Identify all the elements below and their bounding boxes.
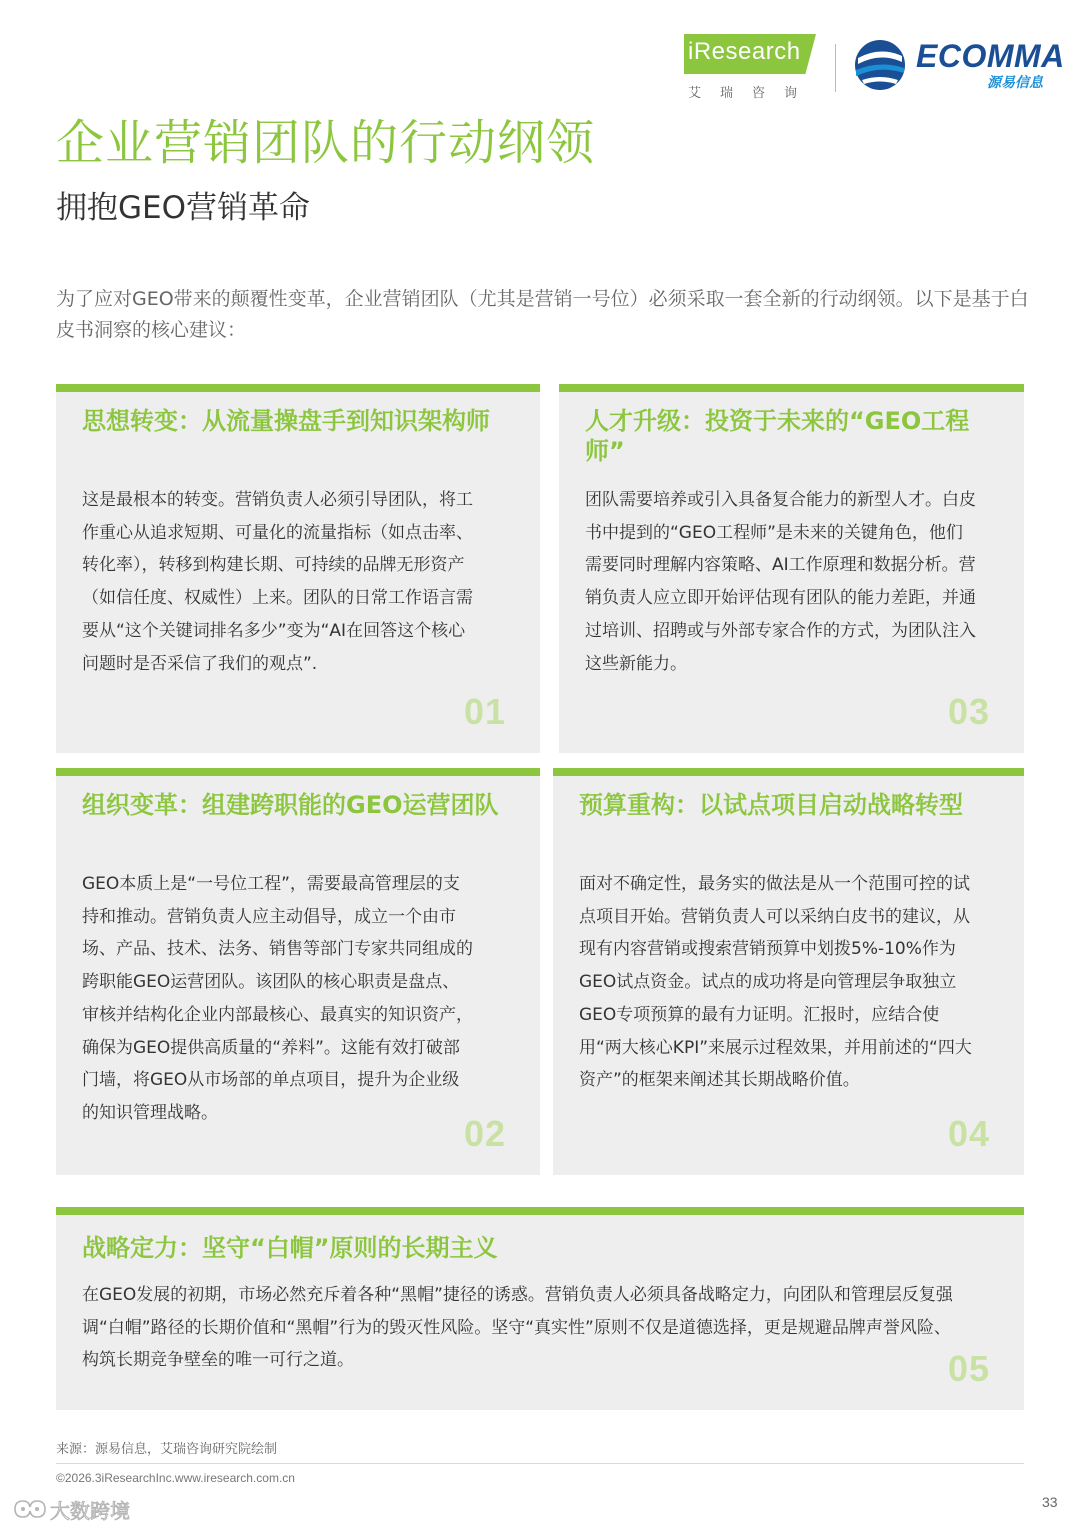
card-talent-upgrade <box>559 384 1024 753</box>
card-strategic-focus <box>56 1207 1024 1410</box>
card-number: 01 <box>463 691 506 732</box>
card-body: 这是最根本的转变。营销负责人必须引导团队，将工作重心从追求短期、可量化的流量指标（如点击率、转化率），转移到构建长期、可持续的品牌无形资产（如信任度、权威性）上来。团队的日常工作语言需要从“这个关键词排名多少”变为“AI在回答这个核心问题时是否采信了我们的观点”. <box>82 490 473 674</box>
footer-divider <box>56 1463 1024 1464</box>
copyright: ©2026.3iResearchInc.www.iresearch.com.cn <box>56 1471 295 1485</box>
card-budget-restructure <box>553 768 1024 1175</box>
watermark <box>12 1494 130 1524</box>
card-body: GEO本质上是“一号位工程”，需要最高管理层的支持和推动。营销负责人应主动倡导，成立一个由市场、产品、技术、法务、销售等部门专家共同组成的跨职能GEO运营团队。该团队的核心职责是盘点、审核并结构化企业内部最核心、最真实的知识资产，确保为GEO提供高质量的“养料”。这能有效打破部门墙，将GEO从市场部的单点项目，提升为企业级的知识管理战略。 <box>82 874 473 1123</box>
card-number: 03 <box>947 691 990 732</box>
card-mindset-shift <box>56 384 540 753</box>
page-number: 33 <box>1042 1494 1058 1510</box>
intro-paragraph: 为了应对GEO带来的颠覆性变革，企业营销团队（尤其是营销一号位）必须采取一套全新的行动纲领。以下是基于白皮书洞察的核心建议： <box>56 288 1029 341</box>
iresearch-logo-text: iResearch <box>688 38 801 65</box>
logo-divider <box>835 44 836 92</box>
page-title: 企业营销团队的行动纲领 <box>56 115 596 171</box>
card-title: 预算重构：以试点项目启动战略转型 <box>579 791 963 819</box>
ecomma-globe-icon <box>852 38 908 92</box>
card-title: 思想转变：从流量操盘手到知识架构师 <box>82 407 490 435</box>
watermark-logo-icon <box>12 1498 48 1520</box>
source-note: 来源：源易信息，艾瑞咨询研究院绘制 <box>56 1442 278 1457</box>
card-number: 05 <box>947 1348 990 1389</box>
card-number: 02 <box>463 1113 506 1154</box>
watermark-text: 大数跨境 <box>50 1498 130 1523</box>
iresearch-logo <box>684 34 824 100</box>
card-title: 人才升级：投资于未来的“GEO工程师” <box>585 407 970 465</box>
ecomma-logo-subtext: 源易信息 <box>987 75 1043 91</box>
ecomma-logo <box>852 36 1065 94</box>
card-body: 在GEO发展的初期，市场必然充斥着各种“黑帽”捷径的诱惑。营销负责人必须具备战略定力，向团队和管理层反复强调“白帽”路径的长期价值和“黑帽”行为的毁灭性风险。坚守“真实性”原则不仅是道德选择，更是规避品牌声誉风险、构筑长期竞争壁垒的唯一可行之道。 <box>82 1285 953 1371</box>
card-title: 组织变革：组建跨职能的GEO运营团队 <box>82 791 499 819</box>
iresearch-logo-subtext: 艾瑞咨询 <box>688 86 817 101</box>
card-org-change <box>56 768 540 1175</box>
ecomma-logo-text: ECOMMA <box>916 38 1065 74</box>
card-body: 团队需要培养或引入具备复合能力的新型人才。白皮书中提到的“GEO工程师”是未来的关键角色，他们需要同时理解内容策略、AI工作原理和数据分析。营销负责人应立即开始评估现有团队的能力差距，并通过培训、招聘或与外部专家合作的方式，为团队注入这些新能力。 <box>585 490 976 674</box>
card-number: 04 <box>947 1113 990 1154</box>
card-title: 战略定力：坚守“白帽”原则的长期主义 <box>82 1234 498 1262</box>
card-body: 面对不确定性，最务实的做法是从一个范围可控的试点项目开始。营销负责人可以采纳白皮书的建议，从现有内容营销或搜索营销预算中划拨5%-10%作为GEO试点资金。试点的成功将是向管理层争取独立GEO专项预算的最有力证明。汇报时，应结合使用“两大核心KPI”来展示过程效果，并用前述的“四大资产”的框架来阐述其长期战略价值。 <box>579 874 972 1091</box>
page-subtitle: 拥抱GEO营销革命 <box>56 190 311 226</box>
